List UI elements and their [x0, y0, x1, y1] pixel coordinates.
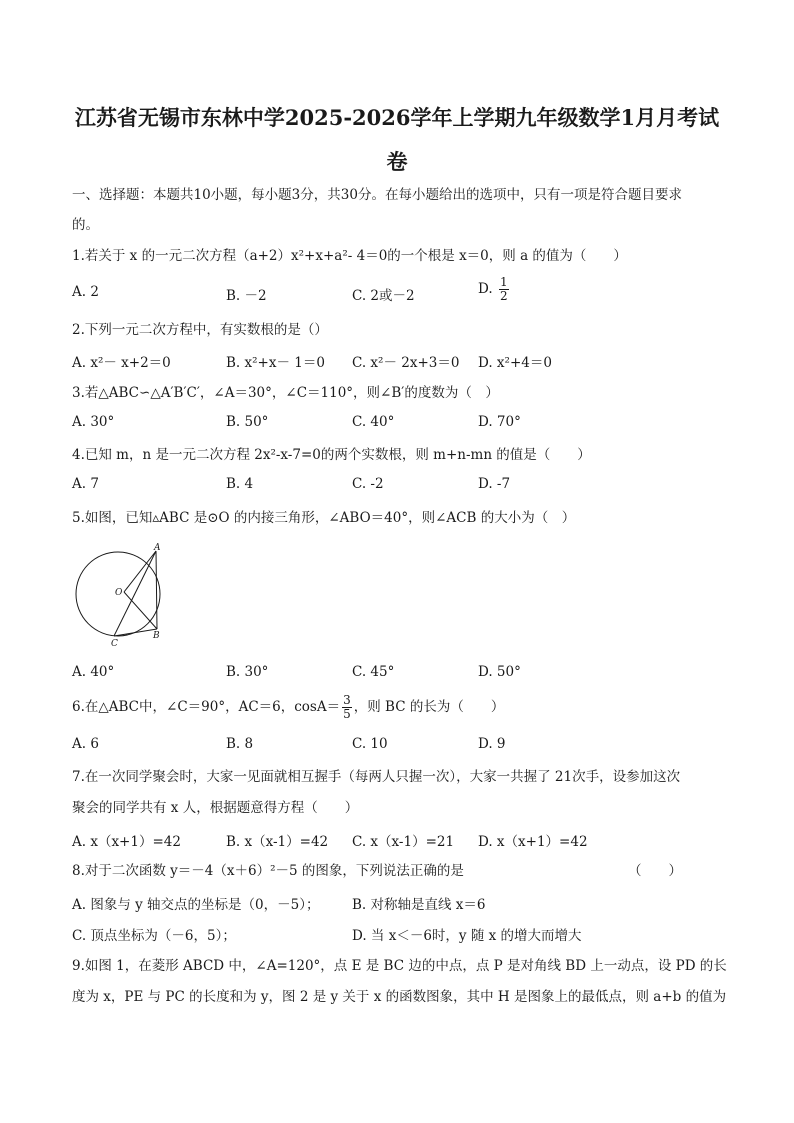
- q3-option-d: D. 70°: [478, 414, 521, 430]
- q8-stem: [72, 861, 722, 881]
- q6-option-d: D. 9: [478, 736, 506, 752]
- q6-option-b: B. 8: [226, 736, 254, 752]
- q1-option-b: B. －2: [226, 288, 267, 304]
- q2-option-a: A. x²－ x+2＝0: [72, 355, 171, 371]
- q8-option-b: B. 对称轴是直线 x＝6: [352, 897, 486, 913]
- q1-option-d-label: D.: [478, 281, 497, 297]
- q8-options-row-2: [72, 924, 722, 944]
- q8-options-row-1: [72, 893, 722, 913]
- q8-option-c: C. 顶点坐标为（－6，5）；: [72, 928, 236, 944]
- q6-option-a: A. 6: [72, 736, 99, 752]
- segment-ob: [124, 592, 157, 629]
- q7-line-2: 聚会的同学共有 x 人，根据题意得方程（ ）: [72, 800, 359, 816]
- q5-option-d: D. 50°: [478, 664, 521, 680]
- segment-ab: [156, 551, 157, 629]
- q6-option-c: C. 10: [352, 736, 388, 752]
- q7-line-1: 7.在一次同学聚会时，大家一见面就相互握手（每两人只握一次），大家一共握了 21次手，设参加这次: [72, 769, 681, 785]
- q6-stem-after: ，则 BC 的长为（ ）: [353, 699, 505, 715]
- q8-answer-paren: （ ）: [628, 863, 682, 879]
- q6-stem: [72, 692, 722, 722]
- q1-option-d: [478, 276, 511, 303]
- q1-option-a: A. 2: [72, 284, 99, 300]
- q4-option-a: A. 7: [72, 476, 99, 492]
- q9-line-2: 度为 x，PE 与 PC 的长度和为 y，图 2 是 y 关于 x 的函数图象，其中 H 是图象上的最低点，则 a+b 的值为: [72, 989, 727, 1005]
- q5-option-b: B. 30°: [226, 664, 269, 680]
- fraction-denominator: 2: [499, 289, 508, 303]
- q7-option-d: D. x（x+1）=42: [478, 834, 588, 850]
- fraction-numerator: 1: [499, 275, 508, 289]
- q3-option-b: B. 50°: [226, 414, 269, 430]
- segment-cb: [114, 629, 157, 636]
- q7-option-b: B. x（x-1）=42: [226, 834, 329, 850]
- q5-options: [72, 664, 722, 684]
- q3-options: [72, 414, 722, 434]
- q1-options: [72, 275, 722, 304]
- q5-option-c: C. 45°: [352, 664, 395, 680]
- q1-option-c: C. 2或－2: [352, 288, 415, 304]
- q4-option-c: C. -2: [352, 476, 384, 492]
- q4-stem: 4.已知 m，n 是一元二次方程 2x²-x-7=0的两个实数根，则 m+n-mn 的值是（ ）: [72, 447, 591, 463]
- q6-options: [72, 736, 722, 756]
- title-line-2: 卷: [386, 149, 408, 174]
- section-header-line-2: 的。: [72, 217, 99, 233]
- q2-stem: 2.下列一元二次方程中，有实数根的是（）: [72, 322, 328, 338]
- q2-options: [72, 351, 722, 371]
- q7-options: [72, 830, 722, 850]
- fraction-denominator: 5: [343, 707, 351, 721]
- q5-stem: 5.如图，已知▵ABC 是⊙O 的内接三角形，∠ABO＝40°，则∠ACB 的大小为（ ）: [72, 510, 576, 526]
- q4-option-d: D. -7: [478, 476, 511, 492]
- q5-figure: [72, 543, 172, 653]
- q7-option-c: C. x（x-1）=21: [352, 834, 455, 850]
- circle-diagram: [72, 543, 172, 653]
- q8-option-d: D. 当 x＜－6时，y 随 x 的增大而增大: [352, 928, 582, 944]
- q8-stem-text: 8.对于二次函数 y＝－4（x＋6）²－5 的图象，下列说法正确的是: [72, 863, 464, 879]
- q1-stem: 1.若关于 x 的一元二次方程（a+2）x²+x+a²- 4＝0的一个根是 x＝0，则 a 的值为（ ）: [72, 248, 627, 264]
- q4-options: [72, 476, 722, 496]
- page-title: [60, 96, 734, 184]
- q2-option-d: D. x²+4＝0: [478, 355, 552, 371]
- q4-option-b: B. 4: [226, 476, 254, 492]
- q3-option-a: A. 30°: [72, 414, 115, 430]
- q3-stem: 3.若△ABC∽△A′B′C′，∠A＝30°，∠C＝110°，则∠B′的度数为（ ）: [72, 385, 499, 401]
- point-b-label: B: [153, 631, 160, 641]
- q2-option-c: C. x²－ 2x+3＝0: [352, 355, 460, 371]
- q9-line-1: 9.如图 1，在菱形 ABCD 中，∠A=120°，点 E 是 BC 边的中点，点 P 是对角线 BD 上一动点，设 PD 的长: [72, 958, 727, 974]
- q6-fraction: [342, 694, 352, 721]
- point-a-label: A: [154, 543, 161, 553]
- q3-option-c: C. 40°: [352, 414, 395, 430]
- q5-option-a: A. 40°: [72, 664, 115, 680]
- q7-option-a: A. x（x+1）=42: [72, 834, 181, 850]
- point-c-label: C: [111, 639, 118, 649]
- q6-stem-before: 6.在△ABC中，∠C＝90°，AC＝6，cosA＝: [72, 699, 341, 715]
- q1-option-d-fraction: [499, 276, 509, 303]
- section-header-line-1: 一、选择题：本题共10小题，每小题3分，共30分。在每小题给出的选项中，只有一项是符合题目要求: [72, 187, 682, 203]
- segment-oa: [124, 551, 156, 592]
- fraction-numerator: 3: [343, 693, 351, 707]
- q2-option-b: B. x²+x－ 1＝0: [226, 355, 325, 371]
- title-line-1: 江苏省无锡市东林中学2025-2026学年上学期九年级数学1月月考试: [74, 105, 720, 130]
- point-o-label: O: [115, 588, 123, 598]
- q8-option-a: A. 图象与 y 轴交点的坐标是（0，－5）；: [72, 897, 320, 913]
